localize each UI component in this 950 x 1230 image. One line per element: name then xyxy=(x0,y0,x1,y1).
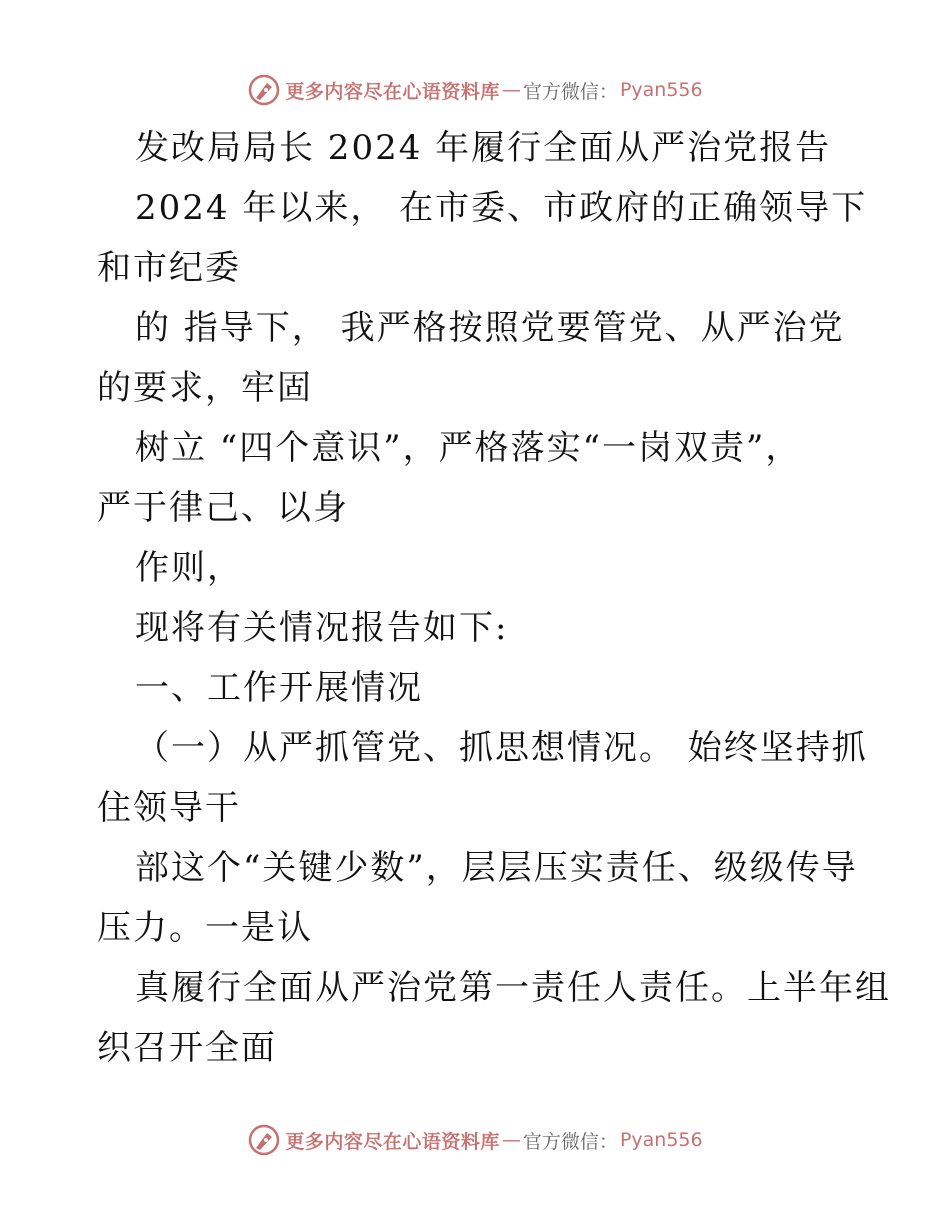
document-line: （一）从严抓管党、抓思想情况。 始终坚持抓 xyxy=(135,728,868,768)
document-line: 的 指导下， 我严格按照党要管党、从严治党 xyxy=(135,308,845,348)
document-line: 一、工作开展情况 xyxy=(135,668,423,708)
document-line: 发改局局长 2024 年履行全面从严治党报告 xyxy=(135,128,832,168)
banner-wechat-id: Pyan556 xyxy=(619,79,703,101)
document-line: 和市纪委 xyxy=(97,248,241,288)
document-body xyxy=(97,118,891,1078)
document-line: 织召开全面 xyxy=(97,1028,277,1068)
document-line: 严于律己、以身 xyxy=(97,488,349,528)
document-line: 树立 “四个意识”，严格落实“一岗双责”， xyxy=(135,428,802,468)
document-line: 压力。一是认 xyxy=(97,908,313,948)
document-line: 部这个“关键少数”，层层压实责任、级级传导 xyxy=(135,848,858,888)
banner-separator: — xyxy=(501,79,521,101)
header-watermark-banner xyxy=(0,70,950,110)
banner-wechat-label: 官方微信： xyxy=(522,80,618,103)
banner-text: 更多内容尽在心语资料库 xyxy=(285,1130,500,1153)
pen-nib-logo-icon xyxy=(247,1123,281,1157)
pen-nib-logo-icon xyxy=(247,73,281,107)
document-line: 2024 年以来， 在市委、市政府的正确领导下 xyxy=(135,188,868,228)
banner-wechat-label: 官方微信： xyxy=(522,1130,618,1153)
document-line: 现将有关情况报告如下: xyxy=(135,608,509,648)
document-line: 住领导干 xyxy=(97,788,241,828)
document-line: 作则， xyxy=(135,548,243,588)
banner-text: 更多内容尽在心语资料库 xyxy=(285,80,500,103)
banner-wechat-id: Pyan556 xyxy=(619,1129,703,1151)
footer-watermark-banner xyxy=(0,1120,950,1160)
banner-separator: — xyxy=(501,1129,521,1151)
document-line: 的要求，牢固 xyxy=(97,368,313,408)
document-line: 真履行全面从严治党第一责任人责任。上半年组 xyxy=(135,968,891,1008)
